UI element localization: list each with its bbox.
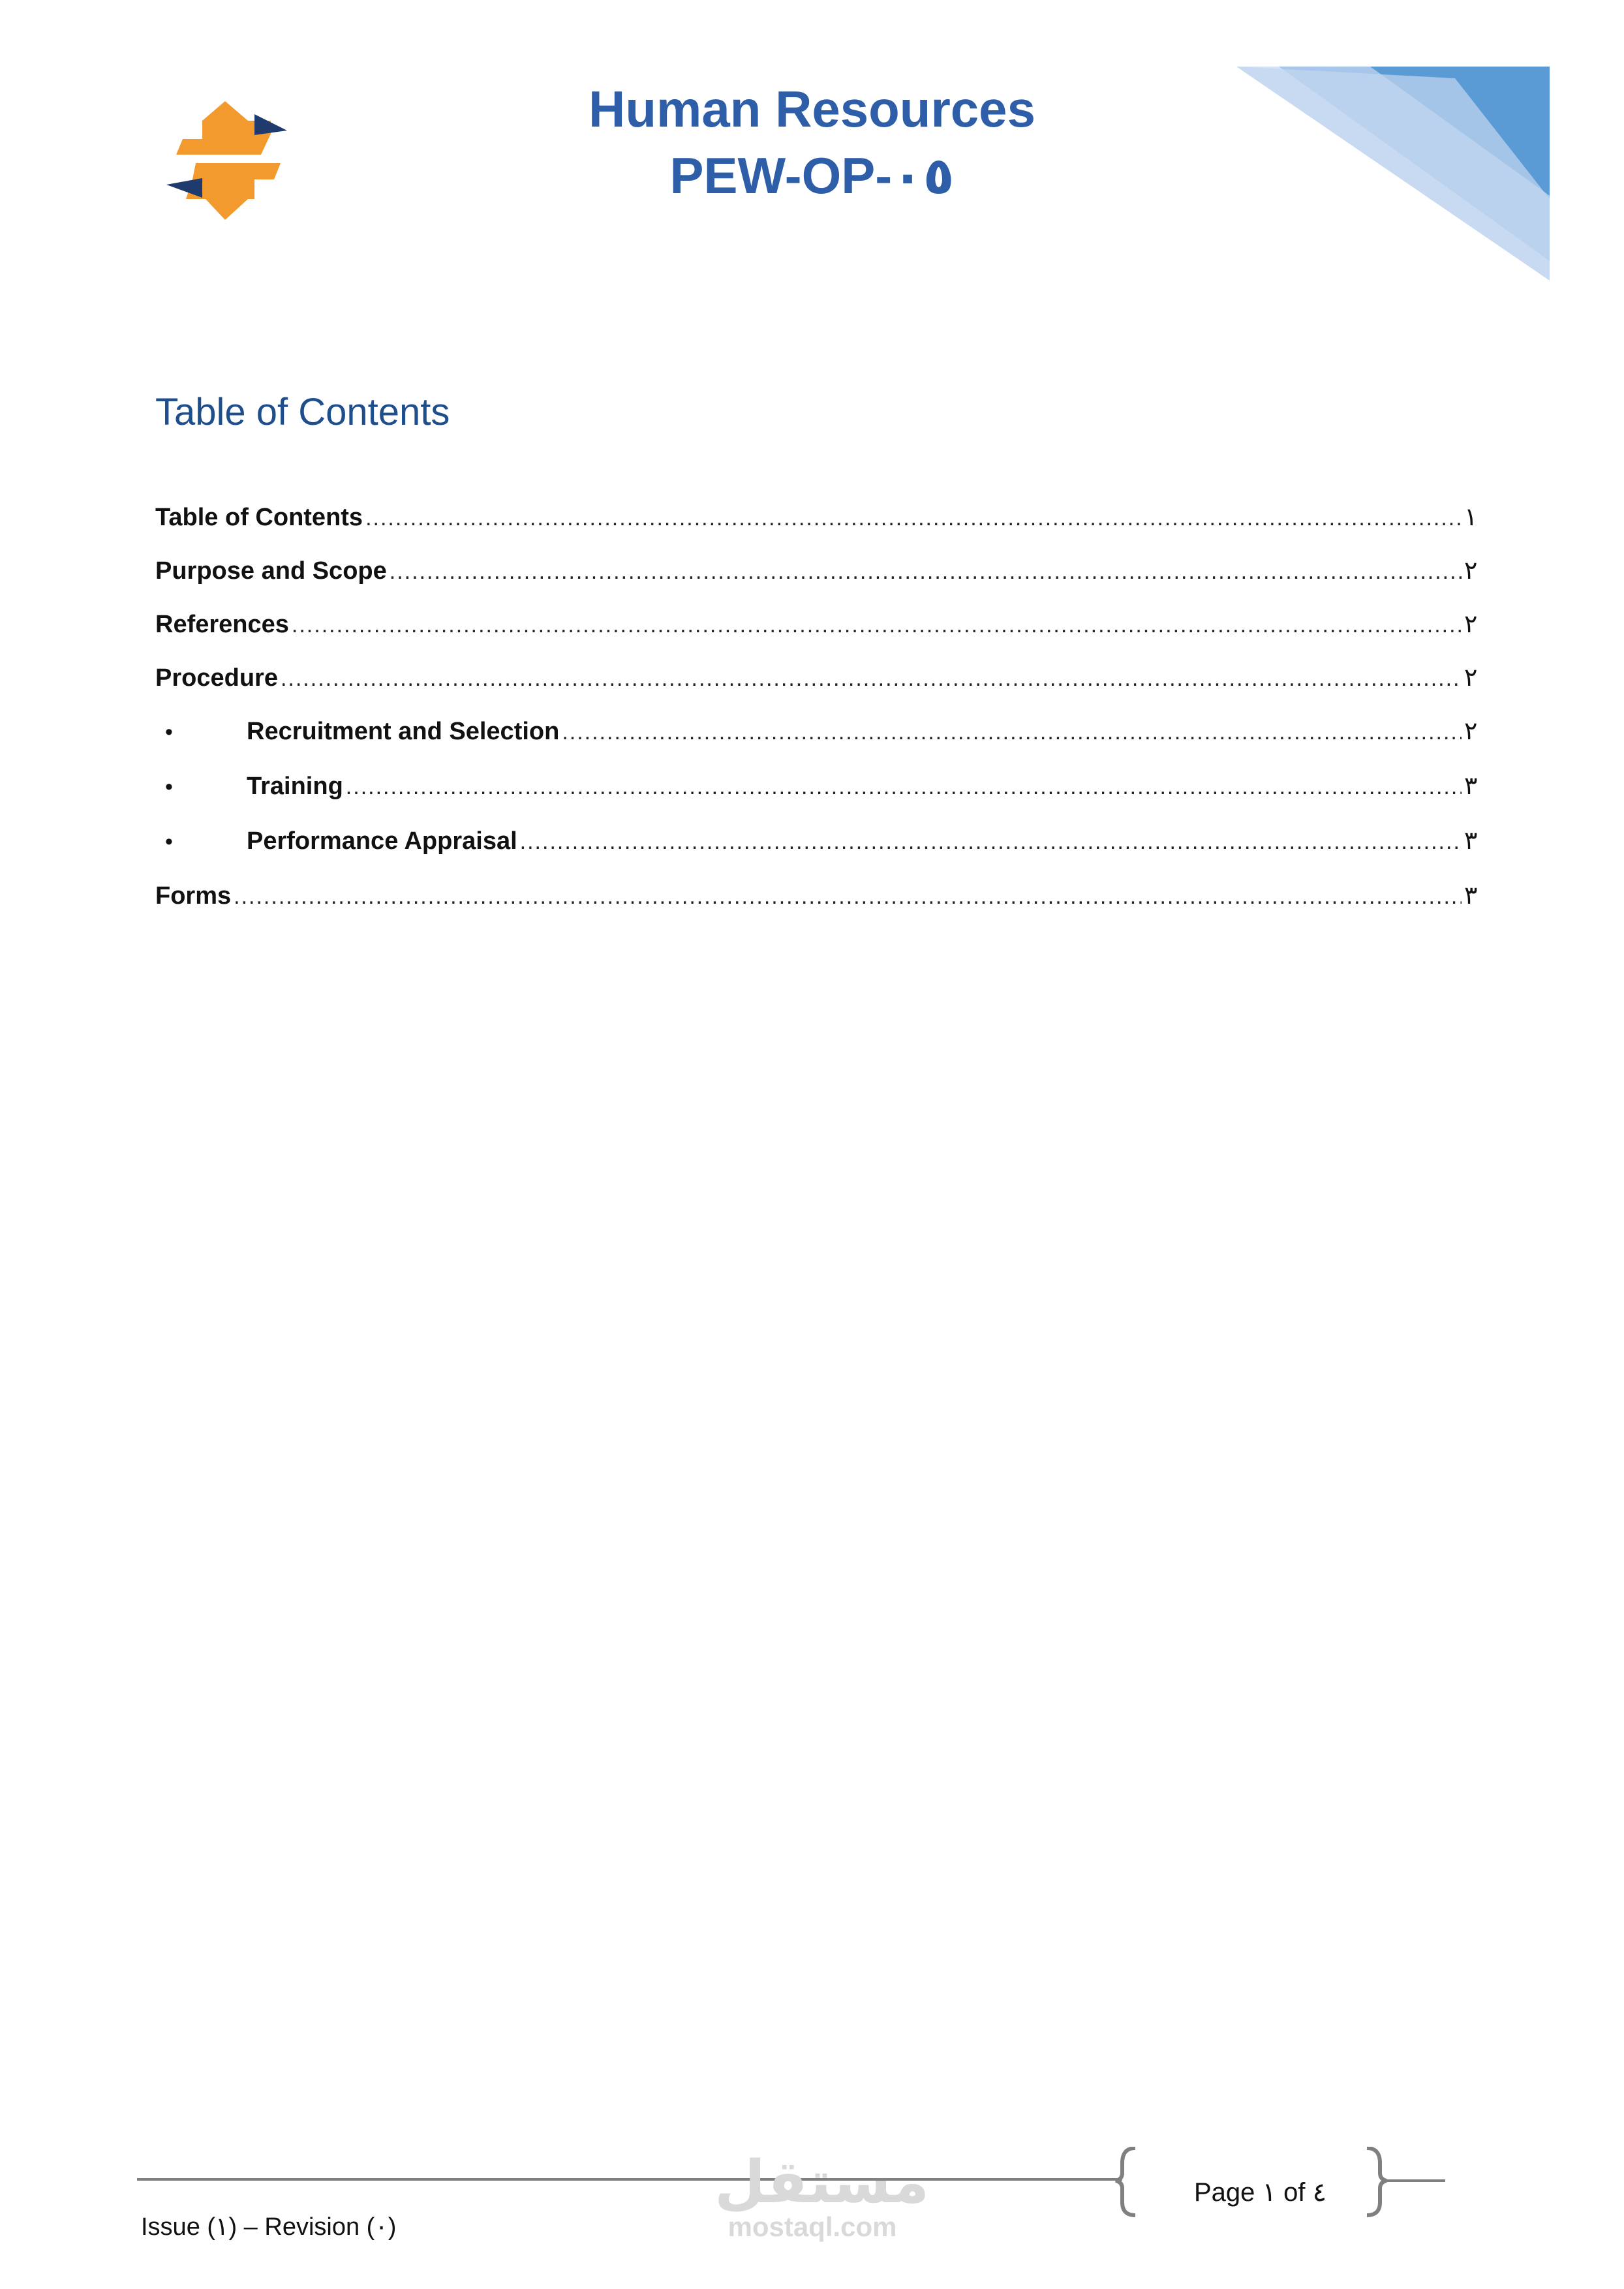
toc-entry-label: Procedure	[155, 664, 278, 692]
toc-leader-dots	[365, 506, 1462, 531]
toc-entry-page: ٣	[1464, 827, 1478, 855]
toc-entry-procedure[interactable]	[155, 663, 1477, 716]
toc-entry-label: References	[155, 611, 289, 638]
toc-entry-page: ٢	[1464, 664, 1478, 692]
toc-entry-references[interactable]	[155, 609, 1477, 663]
toc-heading: Table of Contents	[155, 391, 450, 433]
footer-issue-revision: Issue (١) – Revision (٠)	[141, 2213, 397, 2241]
page-current: ١	[1262, 2178, 1277, 2207]
toc-entry-page: ٢	[1464, 718, 1478, 745]
toc-entry-forms[interactable]	[155, 881, 1477, 934]
toc-entry-page: ٣	[1464, 882, 1478, 910]
toc-entry-label: Purpose and Scope	[155, 557, 387, 585]
page-of: of	[1283, 2178, 1306, 2207]
page-total: ٤	[1312, 2178, 1327, 2207]
toc-entry-page: ٣	[1464, 773, 1478, 800]
toc-leader-dots	[234, 884, 1462, 910]
toc-entry-purpose-and-scope[interactable]	[155, 556, 1477, 609]
toc-entry-label: Forms	[155, 882, 232, 910]
toc-entry-performance-appraisal[interactable]: • Performance Appraisal ..... ٣	[155, 826, 1477, 881]
toc-leader-dots	[390, 559, 1462, 585]
toc-leader-dots	[520, 829, 1462, 855]
toc-entry-label: Recruitment and Selection	[247, 718, 560, 745]
toc-leader-dots	[281, 666, 1462, 692]
toc-entry-label: Training	[247, 773, 343, 800]
toc-list	[155, 502, 1477, 934]
toc-entry-training[interactable]: • Training ..... ٣	[155, 771, 1477, 826]
toc-leader-dots	[346, 775, 1462, 800]
toc-entry-table-of-contents[interactable]	[155, 502, 1477, 556]
header-document-code: PEW-OP-٠٥	[669, 147, 955, 204]
toc-entry-page: ٢	[1464, 557, 1478, 585]
watermark-latin: mostaql.com	[728, 2211, 897, 2242]
toc-entry-page: ٢	[1464, 611, 1478, 638]
toc-entry-recruitment-and-selection[interactable]: • Recruitment and Selection ..... ٢	[155, 716, 1477, 771]
toc-leader-dots	[292, 613, 1462, 638]
watermark	[714, 2150, 930, 2242]
footer-page-number	[1194, 2177, 1326, 2207]
page-prefix: Page	[1194, 2178, 1255, 2207]
header-title: Human Resources	[589, 80, 1035, 138]
toc-entry-page: ١	[1464, 504, 1478, 531]
toc-entry-label: Table of Contents	[155, 504, 363, 531]
toc-leader-dots	[562, 720, 1462, 745]
watermark-arabic: مستقل	[714, 2150, 930, 2215]
toc-entry-label: Performance Appraisal	[247, 827, 517, 855]
